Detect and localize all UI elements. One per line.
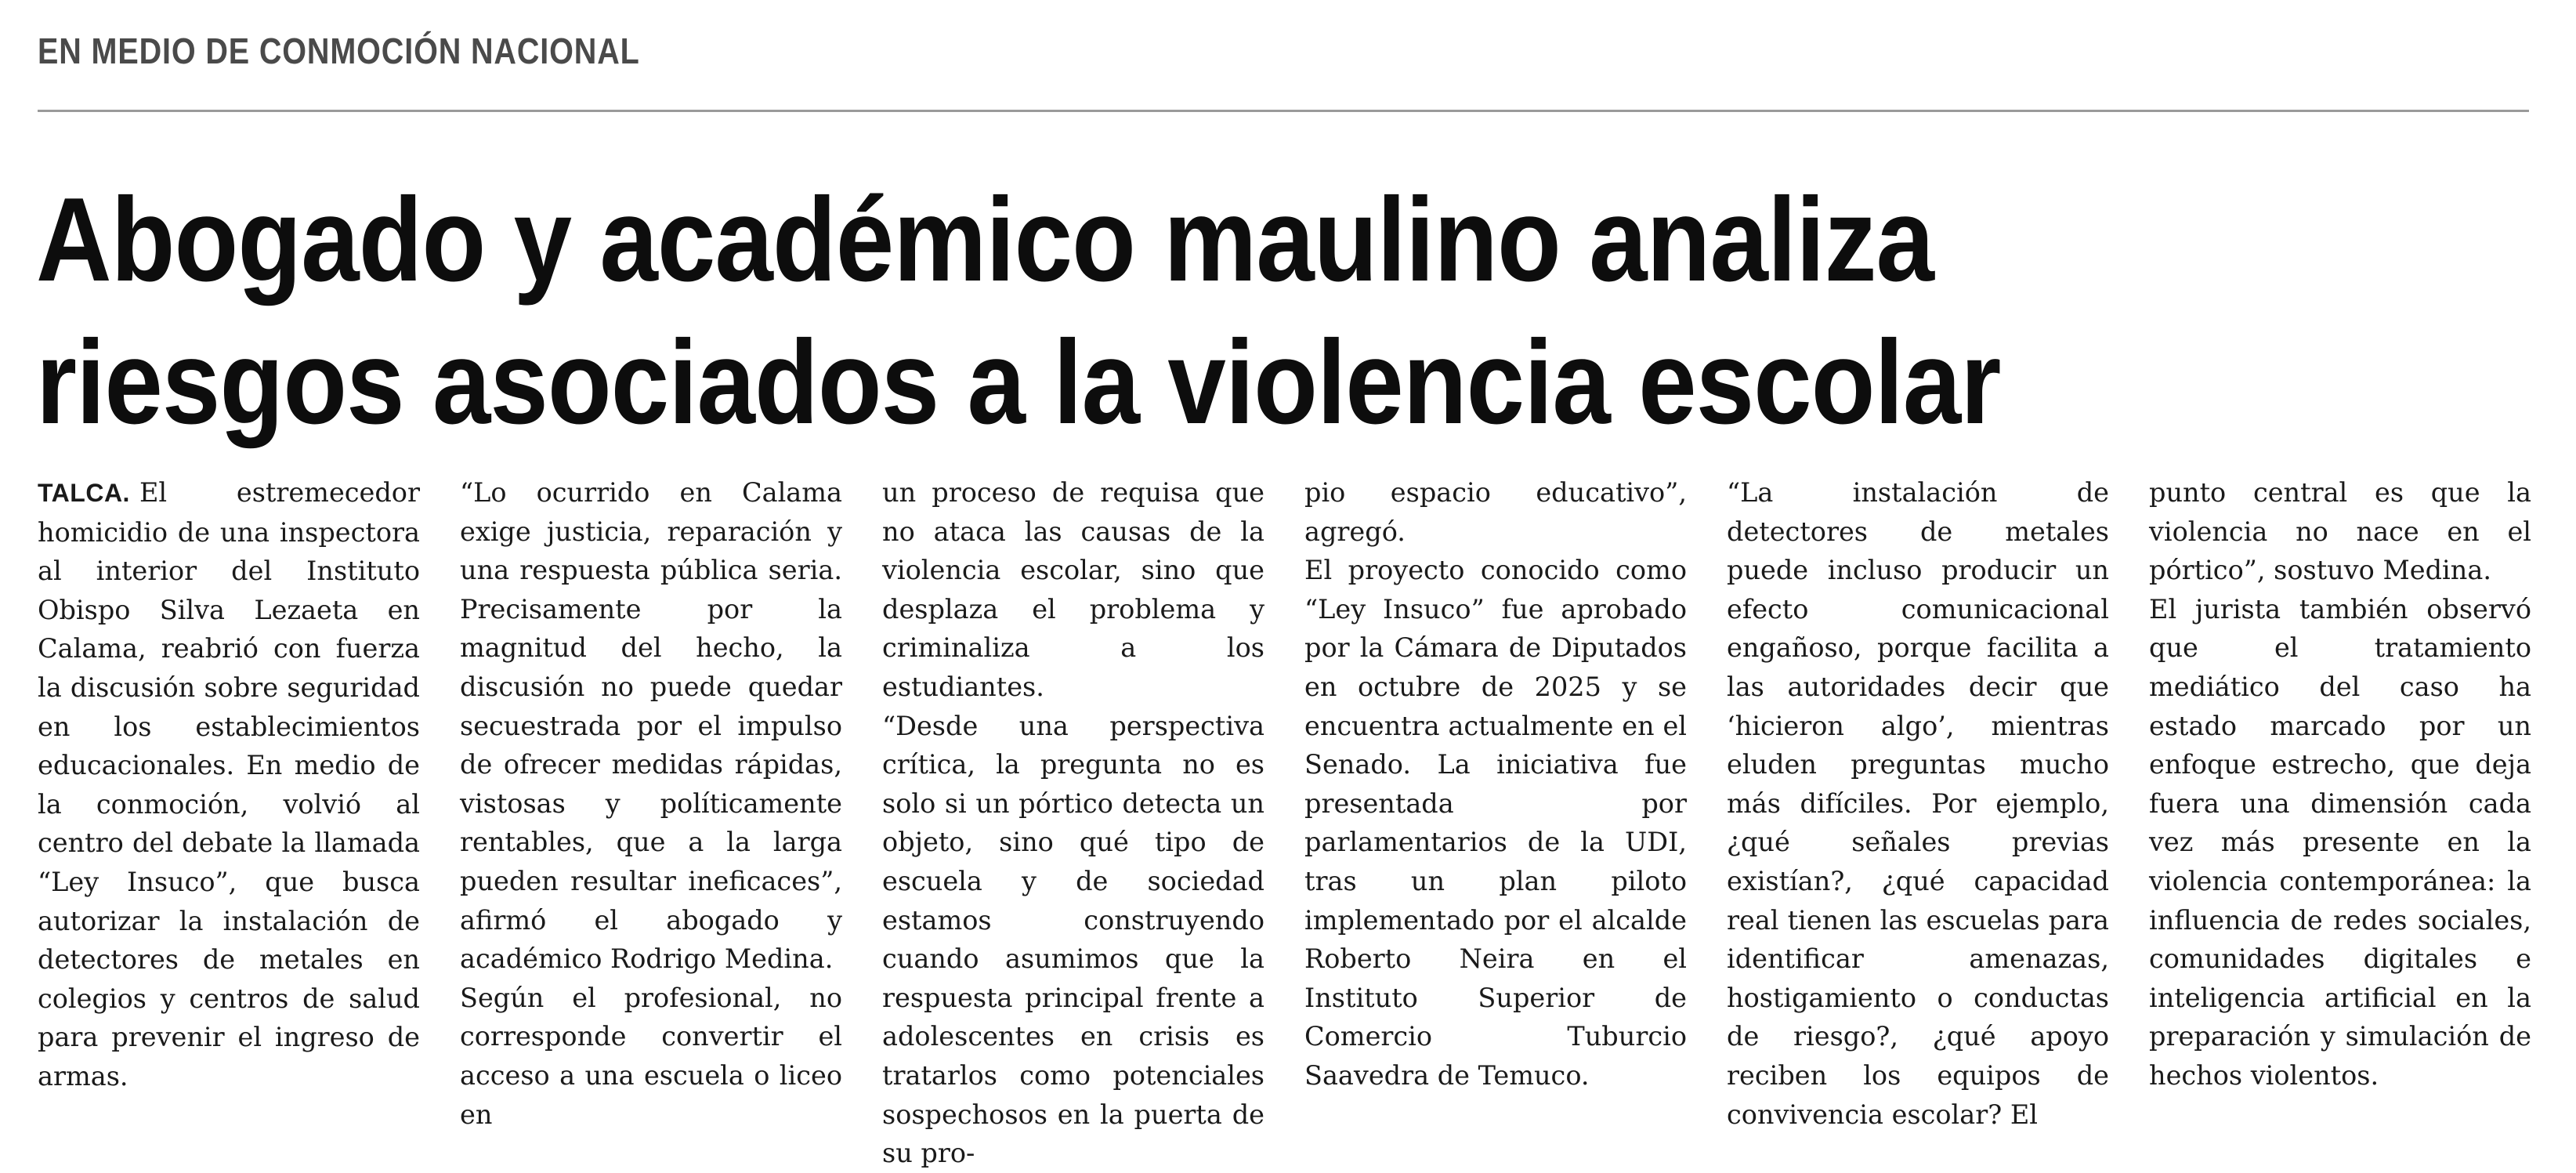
- body-paragraph: pio espacio educativo”, agregó.: [1304, 477, 1687, 547]
- body-column-5: [1727, 473, 2109, 1173]
- headline-line-1: Abogado y académico maulino analiza: [36, 173, 1934, 306]
- body-column-6: [2149, 473, 2531, 1173]
- body-column-4: [1304, 473, 1687, 1173]
- body-column-1: [38, 473, 420, 1173]
- dateline: TALCA.: [38, 479, 130, 507]
- body-paragraph: El jurista también observó que el tratamiento mediático del caso ha estado marcado por un enfoque estrecho, que deja fuera una dimensión cada vez más presente en la violencia contemporánea: la influencia de redes sociales, comunidades digitales e inteligencia artificial en la preparación y simulación de hechos violentos.: [2149, 593, 2531, 1091]
- body-paragraph: Según el profesional, no corresponde convertir el acceso a una escuela o liceo en: [460, 982, 842, 1130]
- headline-line-2: riesgos asociados a la violencia escolar: [36, 316, 2001, 449]
- body-paragraph: El proyecto conocido como “Ley Insuco” fue aprobado por la Cámara de Diputados en octubre de 2025 y se encuentra actualmente en el Senado. La iniciativa fue presentada por parlamentarios de la UDI, tras un plan piloto implementado por el alcalde Roberto Neira en el Instituto Superior de Comercio Tuburcio Saavedra de Temuco.: [1304, 555, 1687, 1091]
- body-paragraph: “La instalación de detectores de metales puede incluso producir un efecto comunicacional engañoso, porque facilita a las autoridades decir que ‘hicieron algo’, mientras eluden preguntas mucho más difíciles. Por ejemplo, ¿qué señales previas existían?, ¿qué capacidad real tienen las escuelas para identificar amenazas, hostigamiento o conductas de riesgo?, ¿qué apoyo reciben los equipos de convivencia escolar? El: [1727, 477, 2109, 1130]
- body-paragraph: [38, 473, 420, 1096]
- body-paragraph: un proceso de requisa que no ataca las causas de la violencia escolar, sino que desplaza el problema y criminaliza a los estudiantes.: [882, 477, 1264, 702]
- body-paragraph: “Desde una perspectiva crítica, la pregunta no es solo si un pórtico detecta un objeto, sino qué tipo de escuela y de sociedad estamos construyendo cuando asumimos que la respuesta principal frente a adolescentes en crisis es tratarlos como potenciales sospechosos en la puerta de su pro-: [882, 710, 1264, 1169]
- body-column-3: [882, 473, 1264, 1173]
- paragraph-text: El estremecedor homicidio de una inspectora al interior del Instituto Obispo Silva Lezaeta en Calama, reabrió con fuerza la discusión sobre seguridad en los establecimientos educacionales. En medio de la conmoción, volvió al centro del debate la llamada “Ley Insuco”, que busca autorizar la instalación de detectores de metales en colegios y centros de salud para prevenir el ingreso de armas.: [38, 477, 420, 1092]
- body-paragraph: punto central es que la violencia no nace en el pórtico”, sostuvo Medina.: [2149, 477, 2531, 586]
- article-headline: [36, 168, 2543, 454]
- section-kicker: EN MEDIO DE CONMOCIÓN NACIONAL: [38, 31, 640, 71]
- body-column-2: [460, 473, 842, 1173]
- header-divider: [38, 110, 2529, 112]
- body-paragraph: “Lo ocurrido en Calama exige justicia, reparación y una respuesta pública seria. Precisamente por la magnitud del hecho, la discusión no puede quedar secuestrada por el impulso de ofrecer medidas rápidas, vistosas y políticamente rentables, que a la larga pueden resultar ineficaces”, afirmó el abogado y académico Rodrigo Medina.: [460, 477, 842, 975]
- article-body: [38, 473, 2534, 1169]
